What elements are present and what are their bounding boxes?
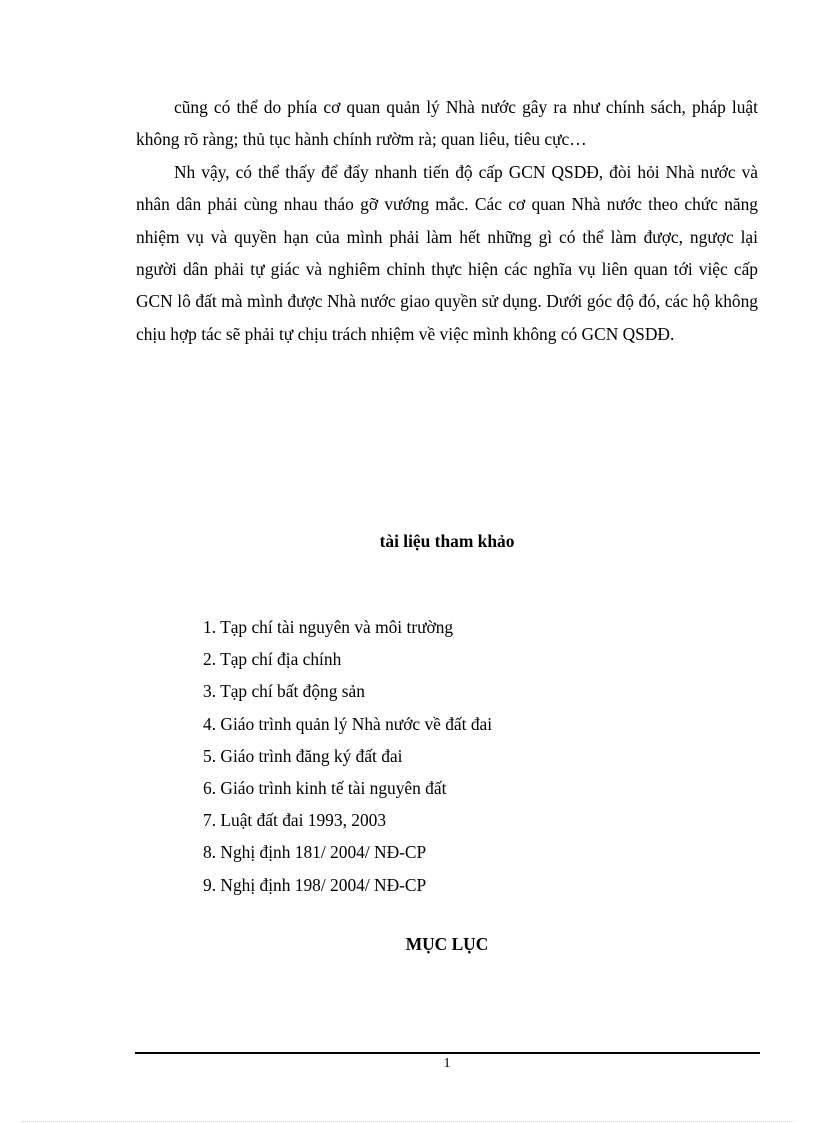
page-number: 1 bbox=[443, 1056, 451, 1071]
reference-item: 2. Tạp chí địa chính bbox=[203, 649, 342, 670]
reference-item: 1. Tạp chí tài nguyên và môi trường bbox=[203, 617, 454, 637]
reference-item: 3. Tạp chí bất động sản bbox=[203, 681, 365, 702]
paragraph: Nh vậy, có thể thấy để đẩy nhanh tiến độ cấp GCN QSDĐ, đòi hỏi Nhà nước và nhân dân phải cùng nhau tháo gỡ vướng mắc. Các cơ quan Nhà nước theo chức năng nhiệm vụ và quyền hạn của mình phải làm hết những gì có thể làm được, ngược lại người dân phải tự giác và nghiêm chỉnh thực hiện các nghĩa vụ liên quan tới việc cấp GCN lô đất mà mình được Nhà nước giao quyền sử dụng. Dưới góc độ đó, các hộ không chịu hợp tác sẽ phải tự chịu trách nhiệm về việc mình không có GCN QSDĐ. bbox=[136, 161, 758, 344]
reference-item: 9. Nghị định 198/ 2004/ NĐ-CP bbox=[203, 874, 427, 895]
reference-item: 6. Giáo trình kinh tế tài nguyên đất bbox=[203, 778, 447, 799]
references-list bbox=[203, 611, 492, 901]
page-edge-divider bbox=[22, 1121, 794, 1122]
reference-item: 4. Giáo trình quản lý Nhà nước về đất đai bbox=[203, 713, 493, 734]
reference-item: 8. Nghị định 181/ 2004/ NĐ-CP bbox=[203, 842, 427, 863]
reference-item: 7. Luật đất đai 1993, 2003 bbox=[203, 810, 387, 831]
body-text bbox=[136, 91, 758, 350]
footer-divider bbox=[135, 1052, 760, 1054]
toc-title: MỤC LỤC bbox=[405, 934, 489, 954]
reference-item: 5. Giáo trình đăng ký đất đai bbox=[203, 745, 403, 766]
references-title: tài liệu tham khảo bbox=[379, 531, 515, 551]
paragraph: cũng có thể do phía cơ quan quản lý Nhà nước gây ra như chính sách, pháp luật không rõ ràng; thủ tục hành chính rườm rà; quan liêu, tiêu cực… bbox=[136, 97, 758, 150]
